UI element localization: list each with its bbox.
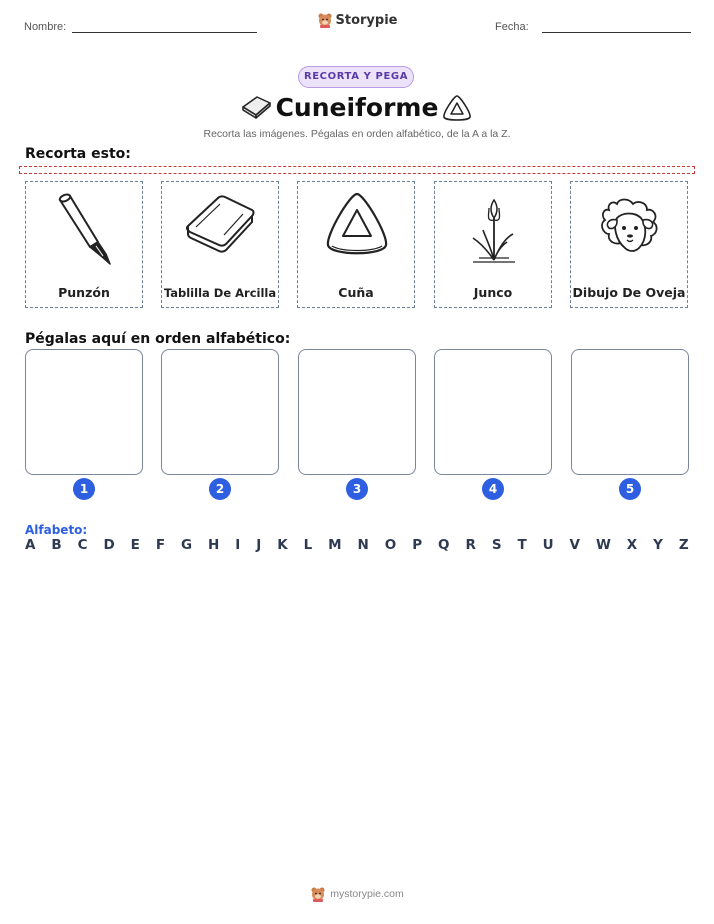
alphabet-letter: C [77, 537, 88, 553]
cut-card-label: Cuña [338, 285, 374, 300]
alphabet-letter: H [208, 537, 220, 553]
cut-card[interactable] [297, 181, 415, 308]
cut-section-heading: Recorta esto: [25, 146, 131, 162]
date-label: Fecha: [495, 21, 529, 33]
wedge-title-icon [441, 93, 473, 123]
name-field[interactable] [72, 32, 257, 33]
number-badge: 3 [346, 478, 368, 500]
cut-line [19, 166, 695, 174]
alphabet-letter: R [465, 537, 476, 553]
cut-card[interactable] [570, 181, 688, 308]
alphabet-letter: Z [678, 537, 689, 553]
alphabet-row [25, 537, 689, 553]
number-badge: 2 [209, 478, 231, 500]
alphabet-letter: X [626, 537, 638, 553]
reed-icon [459, 190, 529, 268]
alphabet-letter: P [412, 537, 423, 553]
storypie-logo [0, 12, 714, 28]
number-badge: 1 [73, 478, 95, 500]
cut-card-label: Junco [473, 285, 513, 300]
paste-box[interactable] [25, 349, 143, 475]
alphabet-letter: A [25, 537, 36, 553]
paste-box[interactable] [161, 349, 279, 475]
alphabet-letter: Y [653, 537, 663, 553]
alphabet-heading: Alfabeto: [25, 523, 88, 537]
paste-box[interactable] [571, 349, 689, 475]
alphabet-letter: G [180, 537, 193, 553]
name-label: Nombre: [24, 21, 67, 33]
alphabet-letter: I [235, 537, 241, 553]
wedge-icon [322, 190, 392, 268]
alphabet-letter: L [303, 537, 313, 553]
alphabet-letter: S [491, 537, 502, 553]
date-field[interactable] [542, 32, 691, 33]
alphabet-letter: F [155, 537, 166, 553]
paste-section-heading: Pégalas aquí en orden alfabético: [25, 331, 291, 347]
alphabet-letter: Q [438, 537, 450, 553]
cut-card[interactable] [434, 181, 552, 308]
alphabet-letter: E [130, 537, 140, 553]
alphabet-letter: U [542, 537, 554, 553]
stylus-icon [50, 190, 120, 268]
bear-logo-icon [317, 12, 333, 28]
number-badge: 4 [482, 478, 504, 500]
number-badge: 5 [619, 478, 641, 500]
alphabet-letter: M [328, 537, 342, 553]
instructions: Recorta las imágenes. Pégalas en orden alfabético, de la A a la Z. [203, 128, 511, 140]
cut-card-label: Dibujo De Oveja [572, 285, 686, 300]
alphabet-letter: K [277, 537, 288, 553]
footer [0, 886, 714, 902]
alphabet-letter: T [517, 537, 527, 553]
cut-card[interactable] [161, 181, 279, 308]
footer-link[interactable]: mystorypie.com [330, 888, 404, 900]
cut-card[interactable] [25, 181, 143, 308]
alphabet-letter: V [569, 537, 580, 553]
alphabet-letter: O [384, 537, 397, 553]
paste-box[interactable] [434, 349, 552, 475]
cut-and-paste-badge: RECORTA Y PEGA [298, 66, 414, 88]
clay-tablet-icon [186, 190, 256, 268]
alphabet-letter: J [256, 537, 262, 553]
sheep-icon [595, 190, 665, 268]
cut-card-label: Tablilla De Arcilla [163, 286, 277, 300]
paste-box[interactable] [298, 349, 416, 475]
alphabet-letter: D [103, 537, 115, 553]
alphabet-letter: B [51, 537, 62, 553]
alphabet-letter: W [595, 537, 611, 553]
bear-footer-icon [310, 886, 326, 902]
page-title: Cuneiforme [275, 93, 439, 122]
cut-card-label: Punzón [58, 285, 110, 300]
alphabet-letter: N [357, 537, 369, 553]
logo-text: Storypie [335, 13, 398, 28]
